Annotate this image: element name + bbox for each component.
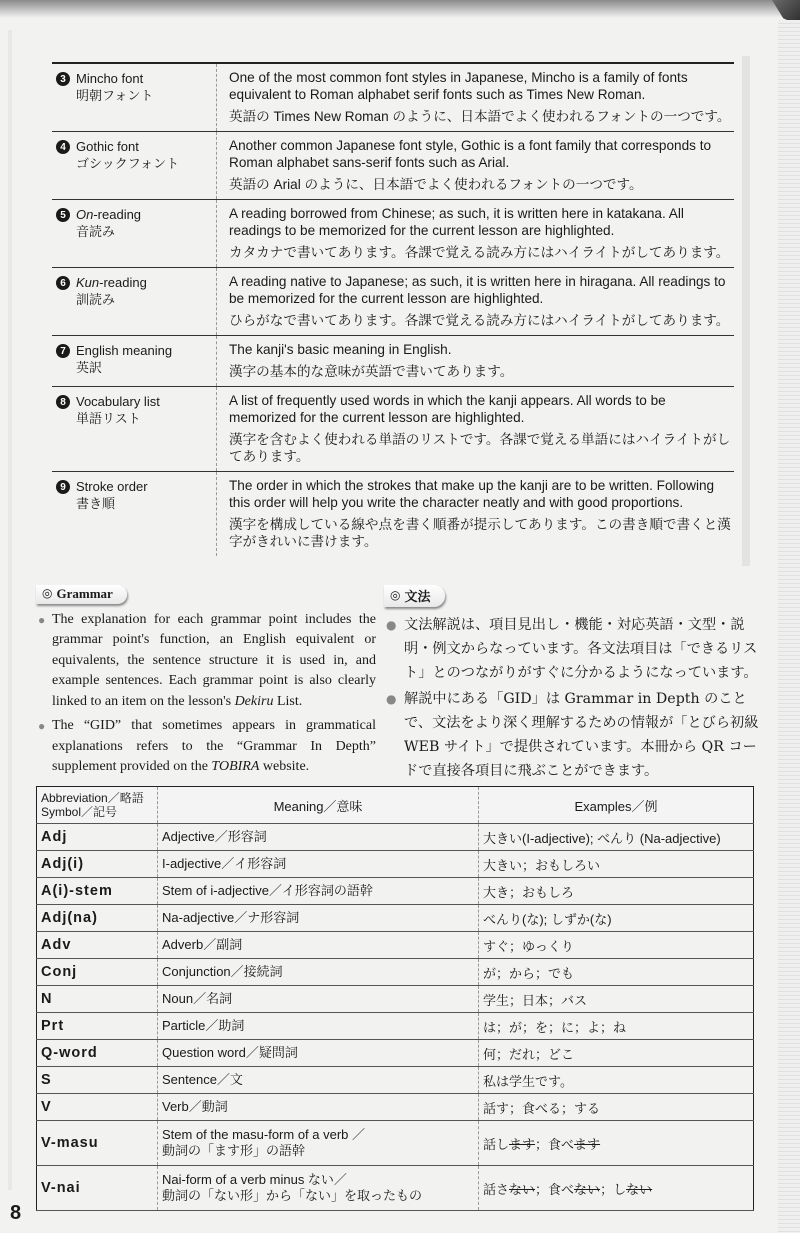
bullet-icon: ●	[386, 691, 397, 706]
legend-row-gothic	[52, 132, 734, 200]
page-edge	[778, 20, 800, 1233]
number-badge: 9	[56, 480, 70, 494]
number-badge: 7	[56, 344, 70, 358]
term-ja: 訓読み	[76, 292, 116, 307]
struck-text: ます	[574, 1136, 601, 1152]
table-row	[37, 986, 754, 1013]
cell-meaning: Verb／動詞	[158, 1094, 479, 1121]
table-row	[37, 932, 754, 959]
example-text: ；食べ	[535, 1136, 575, 1152]
table-row	[37, 1040, 754, 1067]
cell-symbol: V	[37, 1094, 158, 1121]
legend-row-english-meaning	[52, 336, 734, 387]
table-row	[37, 1067, 754, 1094]
cell-meaning	[158, 1166, 479, 1211]
cell-example: が；から；でも	[479, 959, 754, 986]
grammar-section-en	[36, 584, 376, 782]
table-header-row	[37, 787, 754, 824]
double-circle-icon: ◎	[42, 586, 53, 600]
meaning-line: Nai-form of a verb minus ない／	[162, 1172, 347, 1187]
term-en: Mincho font	[76, 71, 144, 86]
legend-row-mincho	[52, 64, 734, 132]
number-badge: 8	[56, 395, 70, 409]
cell-meaning: I-adjective／イ形容詞	[158, 851, 479, 878]
cell-meaning: Sentence／文	[158, 1067, 479, 1094]
cell-symbol: A(i)-stem	[37, 878, 158, 905]
legend-row-vocabulary-list	[52, 387, 734, 472]
legend-row-on-reading	[52, 200, 734, 268]
cell-meaning: Adverb／副詞	[158, 932, 479, 959]
term-en: -reading	[99, 275, 147, 290]
desc-en: The kanji's basic meaning in English.	[229, 342, 452, 357]
term-ja: 単語リスト	[76, 411, 141, 426]
cell-meaning: Noun／名詞	[158, 986, 479, 1013]
desc-ja: 漢字を含むよく使われる単語のリストです。各課で覚える単語にはハイライトがしてあります。	[229, 432, 731, 464]
desc-en: A reading native to Japanese; as such, it is written here in hiragana. All readings to be memorized for the current lesson are highlighted.	[229, 274, 726, 306]
number-badge: 3	[56, 72, 70, 86]
bullet-icon: ●	[386, 617, 397, 632]
cell-symbol: Adv	[37, 932, 158, 959]
desc-ja: 英語の Arial のように、日本語でよく使われるフォントの一つです。	[229, 177, 643, 192]
term-en: Stroke order	[76, 479, 148, 494]
term-ja: 音読み	[76, 224, 116, 239]
struck-text: ない	[574, 1181, 601, 1197]
cell-symbol: Q-word	[37, 1040, 158, 1067]
grammar-heading-ja: ◎ 文法	[384, 585, 445, 607]
table-row	[37, 851, 754, 878]
page-top-shadow	[0, 0, 800, 18]
cell-example: は；が；を；に；よ；ね	[479, 1013, 754, 1040]
table-row	[37, 1166, 754, 1211]
cell-symbol: S	[37, 1067, 158, 1094]
cell-example: 大きい；おもしろい	[479, 851, 754, 878]
number-badge: 4	[56, 140, 70, 154]
bullet-icon: ●	[38, 719, 46, 733]
cell-example	[479, 1166, 754, 1211]
table-row	[37, 1094, 754, 1121]
grammar-bullet-en: ● The explanation for each grammar point includes the grammar point's function, an English equivalent or equivalents, the sentence structure it is used in, and example sentences. Each grammar point is also clearly linked to an item on the lesson's Dekiru List.	[38, 611, 376, 709]
legend-row-kun-reading	[52, 268, 734, 336]
header-examples: Examples／例	[479, 787, 754, 824]
struck-text: ます	[509, 1136, 536, 1152]
grammar-bullet-en: ● The “GID” that sometimes appears in grammatical explanations refers to the “Grammar In Depth” supplement provided on the TOBIRA website.	[38, 718, 376, 774]
table-row	[37, 824, 754, 851]
desc-ja: ひらがなで書いてあります。各課で覚える読み方にはハイライトがしてあります。	[229, 313, 730, 328]
cell-example: すぐ；ゆっくり	[479, 932, 754, 959]
cell-symbol: Conj	[37, 959, 158, 986]
table-row	[37, 1121, 754, 1166]
header-meaning: Meaning／意味	[158, 787, 479, 824]
term-en: Gothic font	[76, 139, 139, 154]
term-ja: 明朝フォント	[76, 88, 154, 103]
cell-symbol: Adj	[37, 824, 158, 851]
grammar-bullet-ja: ● 文法解説は、項目見出し・機能・対応英語・文型・説明・例文からなっています。各文法項目は「できるリスト」とのつながりがすぐに分かるようになっています。	[384, 613, 768, 685]
grammar-bullet-ja: ● 解説中にある「GID」は Grammar in Depth のことで、文法をより深く理解するための情報が「とびら初級 WEB サイト」で提供されています。本冊から QR コードで直接各項目に飛ぶことができます。	[384, 687, 768, 783]
page-number: 8	[10, 1202, 22, 1224]
cell-example	[479, 1121, 754, 1166]
grammar-section-ja	[384, 584, 768, 785]
cell-example: 何；だれ；どこ	[479, 1040, 754, 1067]
struck-text: ない	[626, 1181, 653, 1197]
table-row	[37, 1013, 754, 1040]
meaning-line: Stem of the masu-form of a verb ／	[162, 1127, 366, 1142]
desc-en: A list of frequently used words in which the kanji appears. All words to be memorized for the current lesson are highlighted.	[229, 393, 666, 425]
header-symbol: Abbreviation／略語 Symbol／記号	[37, 787, 158, 824]
term-en: Vocabulary list	[76, 394, 160, 409]
cell-symbol: N	[37, 986, 158, 1013]
desc-ja: カタカナで書いてあります。各課で覚える読み方にはハイライトがしてあります。	[229, 245, 730, 260]
cell-symbol: Adj(i)	[37, 851, 158, 878]
table-row	[37, 878, 754, 905]
cell-meaning: Adjective／形容詞	[158, 824, 479, 851]
gutter-bar	[8, 30, 12, 1190]
desc-en: The order in which the strokes that make up the kanji are to be written. Following this order will help you write the character neatly and with good proportions.	[229, 478, 715, 510]
double-circle-icon: ◎	[390, 588, 401, 602]
table-row	[37, 959, 754, 986]
meaning-line: 動詞の「ない形」から「ない」を取ったもの	[162, 1188, 423, 1203]
legend-side-bar	[742, 56, 750, 566]
cell-symbol: Prt	[37, 1013, 158, 1040]
example-text: ；し	[600, 1181, 627, 1197]
desc-en: A reading borrowed from Chinese; as such, it is written here in katakana. All readings to be memorized for the current lesson are highlighted.	[229, 206, 684, 238]
cell-example: 大きい(I-adjective); べんり (Na-adjective)	[479, 824, 754, 851]
desc-ja: 漢字を構成している線や点を書く順番が提示してあります。この書き順で書くと漢字がきれいに書けます。	[229, 517, 731, 549]
number-badge: 5	[56, 208, 70, 222]
term-en: English meaning	[76, 343, 173, 358]
cell-symbol: V-nai	[37, 1166, 158, 1211]
cell-meaning: Na-adjective／ナ形容詞	[158, 905, 479, 932]
term-ja: ゴシックフォント	[76, 156, 180, 171]
struck-text: ない	[509, 1181, 536, 1197]
example-text: 話し	[483, 1136, 510, 1152]
cell-example: 私は学生です。	[479, 1067, 754, 1094]
term-ja: 書き順	[76, 496, 116, 511]
desc-ja: 英語の Times New Roman のように、日本語でよく使われるフォントの一つです。	[229, 109, 731, 124]
term-en: -reading	[93, 207, 142, 222]
meaning-line: 動詞の「ます形」の語幹	[162, 1143, 306, 1158]
term-en-italic: On	[76, 207, 94, 222]
desc-ja: 漢字の基本的な意味が英語で書いてあります。	[229, 364, 514, 379]
cell-example: 大き；おもしろ	[479, 878, 754, 905]
cell-meaning	[158, 1121, 479, 1166]
table-row	[37, 905, 754, 932]
cell-symbol: V-masu	[37, 1121, 158, 1166]
cell-symbol: Adj(na)	[37, 905, 158, 932]
term-ja: 英訳	[76, 360, 103, 375]
abbreviation-table	[36, 786, 754, 1211]
cell-example: べんり(な); しずか(な)	[479, 905, 754, 932]
cell-example: 話す；食べる；する	[479, 1094, 754, 1121]
legend-row-stroke-order	[52, 472, 734, 556]
desc-en: Another common Japanese font style, Gothic is a font family that corresponds to Roman alphabet sans-serif fonts such as Arial.	[229, 138, 712, 170]
example-text: 話さ	[483, 1181, 510, 1197]
cell-example: 学生；日本；バス	[479, 986, 754, 1013]
bullet-icon: ●	[38, 612, 46, 627]
cell-meaning: Question word／疑問詞	[158, 1040, 479, 1067]
cell-meaning: Particle／助詞	[158, 1013, 479, 1040]
example-text: ；食べ	[535, 1181, 575, 1197]
cell-meaning: Conjunction／接続詞	[158, 959, 479, 986]
grammar-heading-en: ◎ Grammar	[36, 585, 127, 604]
legend-table	[52, 62, 734, 556]
cell-meaning: Stem of i-adjective／イ形容詞の語幹	[158, 878, 479, 905]
desc-en: One of the most common font styles in Japanese, Mincho is a family of fonts equivalent to Roman alphabet serif fonts such as Times New Roman.	[229, 70, 688, 102]
term-en-italic: Kun	[76, 275, 100, 290]
number-badge: 6	[56, 276, 70, 290]
